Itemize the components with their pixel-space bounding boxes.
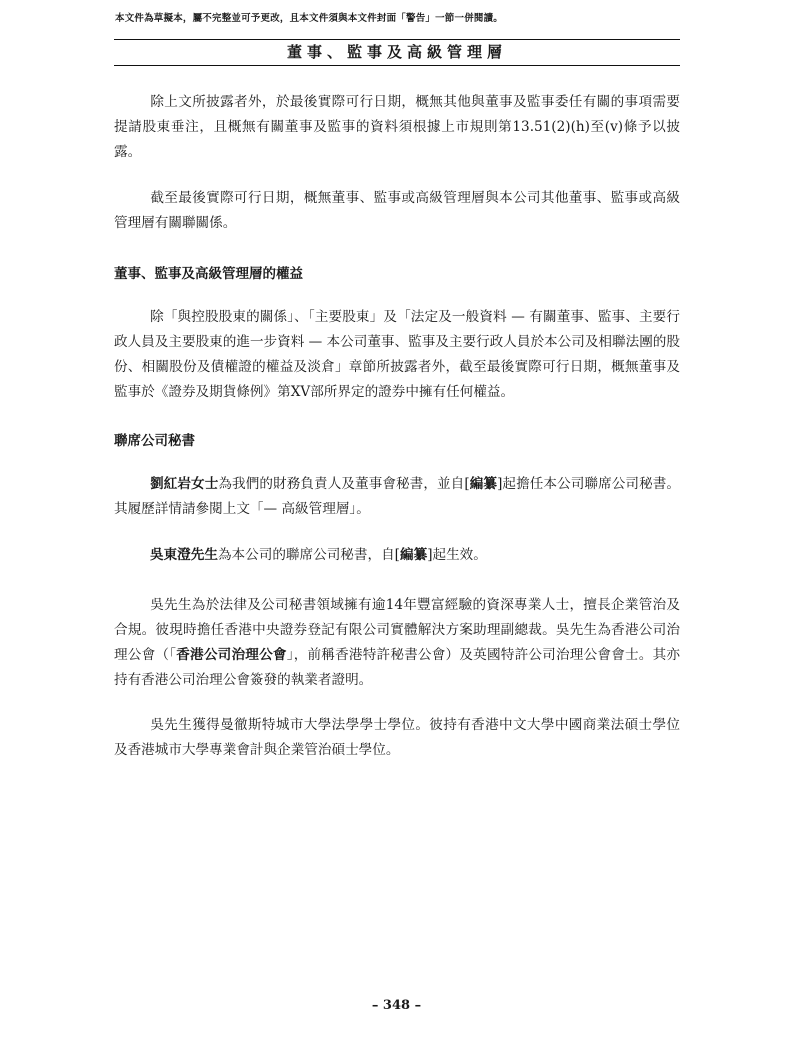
paragraph-wu-dongcheng <box>114 543 680 568</box>
paragraph-wu-education <box>114 713 680 763</box>
paragraph-liu-hongyan <box>114 472 680 522</box>
paragraph-wu-education-text: 吳先生獲得曼徹斯特城市大學法學學士學位。彼持有香港中文大學中國商業法碩士學位及香港城市大學專業會計與企業管治碩士學位。 <box>114 717 680 758</box>
paragraph-interests <box>114 305 680 405</box>
draft-notice: 本文件為草擬本，屬不完整並可予更改，且本文件須與本文件封面「警告」一節一併閱讀。 <box>115 13 504 24</box>
page-number: – 348 – <box>371 998 422 1013</box>
paragraph-interests-text: 除「與控股股東的關係」、「主要股東」及「法定及一般資料 — 有關董事、監事、主要行政人員及主要股東的進一步資料 — 本公司董事、監事及主要行政人員於本公司及相聯法團的股份、相關股份及債權證的權益及淡倉」章節所披露者外，截至最後實際可行日期，概無董事及監事於《證券及期貨條例》第XV部所界定的證券中擁有任何權益。 <box>114 309 680 400</box>
paragraph-relationships <box>114 186 680 236</box>
redacted-marker: 編纂 <box>469 476 498 492</box>
paragraph-disclosure-text: 除上文所披露者外，於最後實際可行日期，概無其他與董事及監事委任有關的事項需要提請股東垂注，且概無有關董事及監事的資料須根據上市規則第13.51(2)(h)至(v)條予以披露。 <box>114 94 680 160</box>
paragraph-wu-experience <box>114 593 680 693</box>
section-heading-interests: 董事、監事及高級管理層的權益 <box>114 266 303 282</box>
header-rule-bottom <box>114 65 680 66</box>
paragraph-text: ]起擔任本公司聯席公司秘書。其履歷詳情請參閱上文「— 高級管理層」。 <box>114 476 680 517</box>
paragraph-disclosure <box>114 90 680 165</box>
paragraph-text: 為本公司的聯席公司秘書，自[ <box>217 547 400 563</box>
paragraph-text: 吳先生為於法律及公司秘書領域擁有逾14年豐富經驗的資深專業人士，擅長企業管治及合規。彼現時擔任香港中央證券登記有限公司實體解決方案助理副總裁。吳先生為香港公司治理公會（「 <box>114 597 680 663</box>
defined-term: 香港公司治理公會 <box>176 647 287 663</box>
paragraph-text: 為我們的財務負責人及董事會秘書，並自[ <box>218 476 470 492</box>
section-heading-joint-secretaries: 聯席公司秘書 <box>114 433 195 449</box>
redacted-marker: 編纂 <box>400 547 428 563</box>
paragraph-text: ]起生效。 <box>427 547 487 563</box>
page-title: 董事、監事及高級管理層 <box>286 43 507 61</box>
paragraph-text: 」，前稱香港特許秘書公會）及英國特許公司治理公會會士。其亦持有香港公司治理公會簽發的執業者證明。 <box>114 647 681 688</box>
person-name: 吳東澄先生 <box>150 547 218 563</box>
person-name: 劉紅岩女士 <box>150 476 219 492</box>
paragraph-relationships-text: 截至最後實際可行日期，概無董事、監事或高級管理層與本公司其他董事、監事或高級管理層有關聯關係。 <box>114 190 680 231</box>
